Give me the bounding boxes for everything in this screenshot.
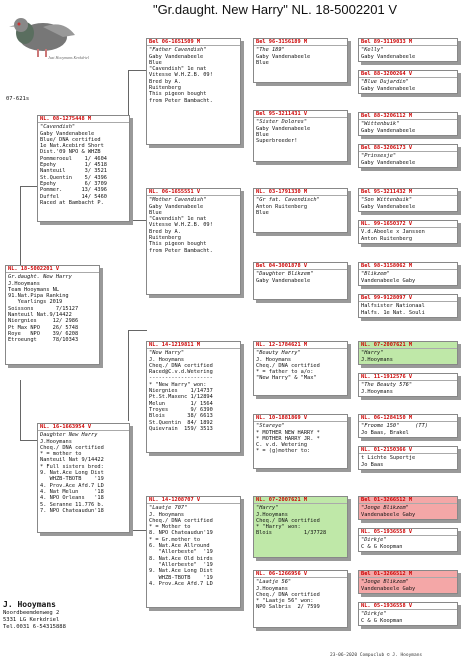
- info-line: J. Hooymans: [256, 356, 292, 363]
- info-line: Cheq./ DNA certified: [256, 517, 320, 524]
- pedigree-card-g8: [358, 294, 458, 318]
- ring-number: Bel 89-3119033 M: [359, 39, 457, 46]
- info-line: from Peter Bambacht.: [149, 97, 213, 104]
- pigeon-name: "Laatje 707": [149, 505, 188, 512]
- info-line: Nanteuil 3/ 3521: [40, 168, 107, 175]
- info-line: Anton Ruitenberg: [256, 203, 308, 210]
- ring-number: Bel 96-3156189 M: [254, 39, 347, 46]
- pedigree-card-dss: [253, 341, 348, 396]
- pedigree-card-ddd: [253, 570, 348, 628]
- info-line: 8. NPO Chateaudun'19: [149, 530, 213, 537]
- info-line: Gaby Vandenabeele: [361, 127, 416, 134]
- info-line: This pigeon bought: [149, 241, 207, 248]
- info-line: Jo Baas, Brakel: [361, 429, 409, 436]
- info-line: "Allerbeste" '19: [149, 561, 213, 568]
- side-label: 07-621s: [6, 96, 30, 102]
- info-line: J. Hooymans: [149, 511, 185, 518]
- pedigree-card-g6: [358, 220, 458, 244]
- info-line: Pt.St.Maxenc 1/12894: [149, 394, 213, 401]
- info-line: Gaby Vandenabeele: [361, 159, 416, 166]
- breeder-postcode: 5331 LG Kerkdriel: [3, 617, 60, 623]
- ring-number: Bel 88-3206173 V: [359, 145, 457, 152]
- ring-number: NL. 06-1655551 V: [147, 189, 240, 196]
- breeder-info: [3, 600, 66, 631]
- connector: [20, 380, 37, 441]
- info-line: J.Hooymans: [256, 511, 288, 518]
- info-line: Blue/ DNA certified: [40, 136, 101, 143]
- pigeon-name: "Laatje 56": [256, 579, 292, 586]
- info-line: 5. Seranne 11.776 b.: [40, 501, 104, 508]
- info-line: Bred by A.: [149, 78, 181, 85]
- ring-number: NL. 08-1275448 M: [38, 116, 129, 123]
- ring-number: NL. 99-1650372 V: [359, 221, 457, 228]
- info-line: * "Harry" won:: [256, 524, 301, 531]
- info-line: Blue: [149, 209, 162, 216]
- ring-number: Bel 01-3266512 M: [359, 497, 457, 504]
- info-line: * "Laatje 56" won:: [256, 598, 314, 605]
- ring-number: NL. 06-1266956 V: [254, 571, 347, 578]
- pigeon-name: "Jonge Blikzem": [361, 579, 409, 586]
- info-line: 8. Nat.Ace Old birds: [149, 555, 213, 562]
- info-line: C. v.d. Wetering: [256, 442, 308, 449]
- pigeon-name: "Dirkje": [361, 537, 387, 544]
- info-line: Gaby Vandenabeele: [40, 130, 95, 137]
- info-line: Vitesse W.H.Z.B. 09!: [149, 72, 213, 79]
- connector: [128, 70, 147, 119]
- pedigree-card-g10: [358, 373, 458, 397]
- logo-caption: Just Hooymans Kerkdriel: [48, 55, 89, 60]
- pigeon-name: "Kelly": [361, 47, 384, 54]
- ring-number: NL. 06-1284150 M: [359, 415, 457, 422]
- ring-number: NL. 05-1936558 V: [359, 603, 457, 610]
- pigeon-name: V.d.Abeele x Janssen: [361, 229, 425, 236]
- info-line: * = mother to: [40, 451, 82, 458]
- info-line: J.Hooymans: [40, 438, 72, 445]
- info-line: St.Quentin 84/ 1892: [149, 419, 213, 426]
- ring-number: NL. 14-1219811 M: [147, 342, 240, 349]
- page-title: "Gr.daught. New Harry" NL. 18-5002201 V: [152, 2, 398, 17]
- pigeon-name: "Froome 150" (TT): [361, 423, 428, 430]
- ring-number: Bel 98-3158062 M: [359, 263, 457, 270]
- ring-number: NL. 07-2007621 M: [254, 497, 347, 504]
- info-line: Jo Baas: [361, 461, 384, 468]
- pigeon-name: "Blue Dujardin": [361, 79, 409, 86]
- pedigree-card-ds: [146, 341, 241, 453]
- info-line: --------------------: [149, 375, 213, 382]
- pigeon-name: Gr.daught. New Harry: [8, 274, 72, 281]
- info-line: Gaby Vandenabeele: [361, 53, 416, 60]
- info-line: J.Hooymans: [8, 280, 40, 287]
- breeder-phone: Tel.0031 6-54315888: [3, 624, 66, 630]
- info-line: Raced at Bambacht P.: [40, 199, 104, 206]
- info-line: Cheq./ DNA certified: [40, 444, 104, 451]
- info-line: Gaby Vandenabeele: [256, 53, 311, 60]
- info-line: Cheq./ DNA certified: [149, 517, 213, 524]
- info-line: Blue: [256, 131, 269, 138]
- info-line: 1e Nat.Acebird Short: [40, 143, 104, 150]
- info-line: 9. Nat.Ace Long Dist: [40, 470, 104, 477]
- ring-number: NL. 03-1791330 M: [254, 189, 347, 196]
- info-line: Quievrain 159/ 3513: [149, 425, 213, 432]
- ring-number: Bel 06-1651509 M: [147, 39, 240, 46]
- info-line: * = (g)mother to:: [256, 448, 311, 455]
- info-line: St.Quentin 5/ 4396: [40, 174, 107, 181]
- info-line: Gaby Vandenabeele: [361, 203, 416, 210]
- info-line: Melun 1/ 1564: [149, 400, 213, 407]
- info-line: J.Hooymans: [361, 356, 393, 363]
- pigeon-name: "New Harry": [149, 350, 185, 357]
- ring-number: Bel 88-3206112 M: [359, 113, 457, 120]
- ring-number: NL. 11-1912576 V: [359, 374, 457, 381]
- info-line: Bred by A.: [149, 228, 181, 235]
- pedigree-card-ss: [146, 38, 241, 145]
- info-line: NPO Salbris 2/ 7599: [256, 604, 320, 611]
- info-line: 4. Prov.Ace Afd.7 LD: [40, 482, 104, 489]
- info-line: Dist.'09 NPO & WHZB: [40, 149, 101, 156]
- info-line: Vandenabeele Gaby: [361, 511, 416, 518]
- info-line: J.Hooymans: [361, 388, 393, 395]
- ring-number: NL. 01-2150366 V: [359, 447, 457, 454]
- pigeon-name: "Beauty Harry": [256, 350, 301, 357]
- pigeon-name: "Daughter Blikzem": [256, 271, 314, 278]
- info-line: Duffel 14/ 5460: [40, 193, 107, 200]
- info-line: * MOTHER NEW HARRY *: [256, 429, 320, 436]
- info-line: Nanteuil Nat.9/14422: [8, 312, 72, 319]
- info-line: Nanteuil Nat 9/14422: [40, 457, 104, 464]
- info-line: Niergnies 12/ 2986: [8, 318, 79, 325]
- pigeon-name: "Dirkje": [361, 611, 387, 618]
- pedigree-card-sdd: [253, 262, 348, 300]
- pedigree-card-g1: [358, 38, 458, 62]
- pigeon-name: "Harry": [256, 505, 279, 512]
- info-line: * = Mother to: [149, 524, 191, 531]
- info-line: J. Hooymans: [149, 356, 185, 363]
- info-line: Pt Max NPO 26/ 5748: [8, 324, 79, 331]
- breeder-name: J. Hooymans: [3, 600, 56, 609]
- ring-number: Bel 04-3001878 V: [254, 263, 347, 270]
- ring-number: NL. 16-1663954 V: [38, 424, 129, 431]
- pigeon-name: "The 189": [256, 47, 285, 54]
- pedigree-card-g13: [358, 496, 458, 520]
- pigeon-name: "Father Cavendish": [149, 47, 207, 54]
- info-line: 91.Nat.Pipa Ranking: [8, 293, 69, 300]
- info-line: Niergnies 1/14737: [149, 388, 213, 395]
- info-line: C & G Koopman: [361, 617, 403, 624]
- info-line: Team Hooymans NL: [8, 286, 60, 293]
- pigeon-name: "Sister Dolores": [256, 119, 308, 126]
- breeder-address: Noordbeemdenweg 2: [3, 610, 60, 616]
- info-line: C & G Koopman: [361, 543, 403, 550]
- info-line: from Peter Bambacht.: [149, 247, 213, 254]
- info-line: Soissons 7/15127: [8, 305, 79, 312]
- pedigree-card-ssd: [253, 110, 348, 162]
- pigeon-name: "Cavendish": [40, 124, 76, 131]
- info-line: Troyes 9/ 6390: [149, 406, 213, 413]
- info-line: Blois 38/ 6613: [149, 413, 213, 420]
- info-line: Blue: [149, 59, 162, 66]
- pedigree-card-g15: [358, 570, 458, 594]
- pedigree-card-g14: [358, 528, 458, 552]
- info-line: 7. NPO Chateaudun'18: [40, 507, 104, 514]
- pigeon-name: "The Beauty 576": [361, 382, 413, 389]
- info-line: Anton Ruitenberg: [361, 235, 413, 242]
- connector: [128, 470, 147, 531]
- pedigree-card-g12: [358, 446, 458, 470]
- ring-number: NL. 05-1936558 V: [359, 529, 457, 536]
- pigeon-name: "Gr fat. Cavendisch": [256, 197, 320, 204]
- ring-number: NL. 18-5002201 V: [6, 266, 99, 273]
- info-line: Roye NPO 39/ 6208: [8, 330, 79, 337]
- info-line: Blue: [256, 209, 269, 216]
- info-line: Gaby Vandenabeele: [256, 125, 311, 132]
- info-line: Cheq./ DNA certified: [256, 591, 320, 598]
- pedigree-card-sire: [37, 115, 130, 222]
- connector: [128, 160, 147, 221]
- info-line: Pommeroeul 1/ 4604: [40, 155, 107, 162]
- info-line: * MOTHER HARRY JR. *: [256, 435, 320, 442]
- info-line: Cheq./ DNA certified: [149, 362, 213, 369]
- info-line: Yearlings 2019: [8, 299, 63, 306]
- pigeon-name: Halfsister Nationaal: [361, 303, 425, 310]
- pedigree-card-g7: [358, 262, 458, 286]
- info-line: Halfs. 1e Nat. Souli: [361, 309, 425, 316]
- info-line: Gaby Vandenabeele: [361, 85, 416, 92]
- info-line: Pommer. 13/ 4396: [40, 187, 107, 194]
- pigeon-name: "Harry": [361, 350, 384, 357]
- pedigree-card-sds: [253, 188, 348, 233]
- info-line: Cheq./ DNA certified: [256, 362, 320, 369]
- info-line: * = father to a/o:: [256, 369, 314, 376]
- info-line: Vandenabeele Gaby: [361, 277, 416, 284]
- pedigree-card-sss: [253, 38, 348, 83]
- info-line: "Cavendish" 1e nat: [149, 216, 207, 223]
- pedigree-card-dam: [37, 423, 130, 533]
- pigeon-name: "Blikzem": [361, 271, 390, 278]
- pigeon-name: Daughter New Harry: [40, 432, 98, 439]
- info-line: Epehy 1/ 4518: [40, 162, 107, 169]
- pedigree-card-g4: [358, 144, 458, 168]
- info-line: Raced@C.v.d.Wetering: [149, 369, 213, 376]
- pedigree-card-main: [5, 265, 100, 365]
- ring-number: Bel 95-3211432 M: [359, 189, 457, 196]
- info-line: WHZB-TBOTB '19: [149, 574, 213, 581]
- pedigree-card-dsd: [253, 414, 348, 469]
- pigeon-name: "Prinsesje": [361, 153, 397, 160]
- info-line: "New Harry" & "Max": [256, 375, 317, 382]
- info-line: "Cavendish" 1e nat: [149, 66, 207, 73]
- ring-number: Bel 88-3200264 V: [359, 71, 457, 78]
- pigeon-name: "Stareye": [256, 423, 285, 430]
- info-line: Gaby Vandenabeele: [149, 203, 204, 210]
- ring-number: Bel 01-3266512 M: [359, 571, 457, 578]
- ring-number: Bel 95-3211431 V: [254, 111, 347, 118]
- info-line: 4. Prov.Ace Afd.7 LD: [149, 580, 213, 587]
- ring-number: Bel 99-9128097 V: [359, 295, 457, 302]
- info-line: * = Gr.mother to: [149, 536, 201, 543]
- info-line: Gaby Vandenabeele: [256, 277, 311, 284]
- info-line: Etroeungt 78/10343: [8, 337, 79, 344]
- pedigree-card-g2: [358, 70, 458, 94]
- info-line: J.Hooymans: [256, 585, 288, 592]
- info-line: 4. Nat Melun '18: [40, 488, 104, 495]
- info-line: * "New Harry" won:: [149, 381, 207, 388]
- pedigree-card-g16: [358, 602, 458, 626]
- info-line: Epehy 6/ 3709: [40, 180, 107, 187]
- info-line: Vitesse W.H.Z.B. 09!: [149, 222, 213, 229]
- ring-number: NL. 12-1784621 M: [254, 342, 347, 349]
- pigeon-name: "Jonge Blikzem": [361, 505, 409, 512]
- footer-credit: 23-06-2020 Compuclub © J. Hooymans: [330, 653, 423, 658]
- info-line: 9. Nat.Ace Long Dist: [149, 568, 213, 575]
- pedigree-card-g9: [358, 341, 458, 365]
- pedigree-card-g5: [358, 188, 458, 212]
- pigeon-name: "Son Wittenbuik": [361, 197, 413, 204]
- pedigree-card-g11: [358, 414, 458, 438]
- info-line: Ruitenberg: [149, 85, 181, 92]
- info-line: Ruitenberg: [149, 235, 181, 242]
- ring-number: NL. 10-1881869 V: [254, 415, 347, 422]
- info-line: WHZB-TBOTB '19: [40, 476, 104, 483]
- pigeon-name: t Lichte Supertje: [361, 455, 416, 462]
- info-line: Superbreeder!: [256, 138, 298, 145]
- info-line: 6. Nat.Ace Allround: [149, 543, 210, 550]
- pigeon-name: "Wittenbuik": [361, 121, 400, 128]
- info-line: Vandenabeele Gaby: [361, 585, 416, 592]
- info-line: Blue: [256, 59, 269, 66]
- info-line: "Allerbeste" '19: [149, 549, 213, 556]
- ring-number: NL. 07-2007621 M: [359, 342, 457, 349]
- connector: [128, 330, 147, 421]
- info-line: 4. NPO Orleans '18: [40, 495, 104, 502]
- pedigree-card-g3: [358, 112, 458, 136]
- info-line: This pigeon bought: [149, 91, 207, 98]
- ring-number: NL. 14-1208707 V: [147, 497, 240, 504]
- pedigree-card-dds: [253, 496, 348, 558]
- pedigree-card-dd: [146, 496, 241, 608]
- info-line: Gaby Vandenabeele: [149, 53, 204, 60]
- pigeon-name: "Mother Cavendish": [149, 197, 207, 204]
- pedigree-card-sd: [146, 188, 241, 295]
- connector: [20, 186, 37, 273]
- info-line: Blois 1/37728: [256, 530, 327, 537]
- info-line: * Full sisters bred:: [40, 463, 104, 470]
